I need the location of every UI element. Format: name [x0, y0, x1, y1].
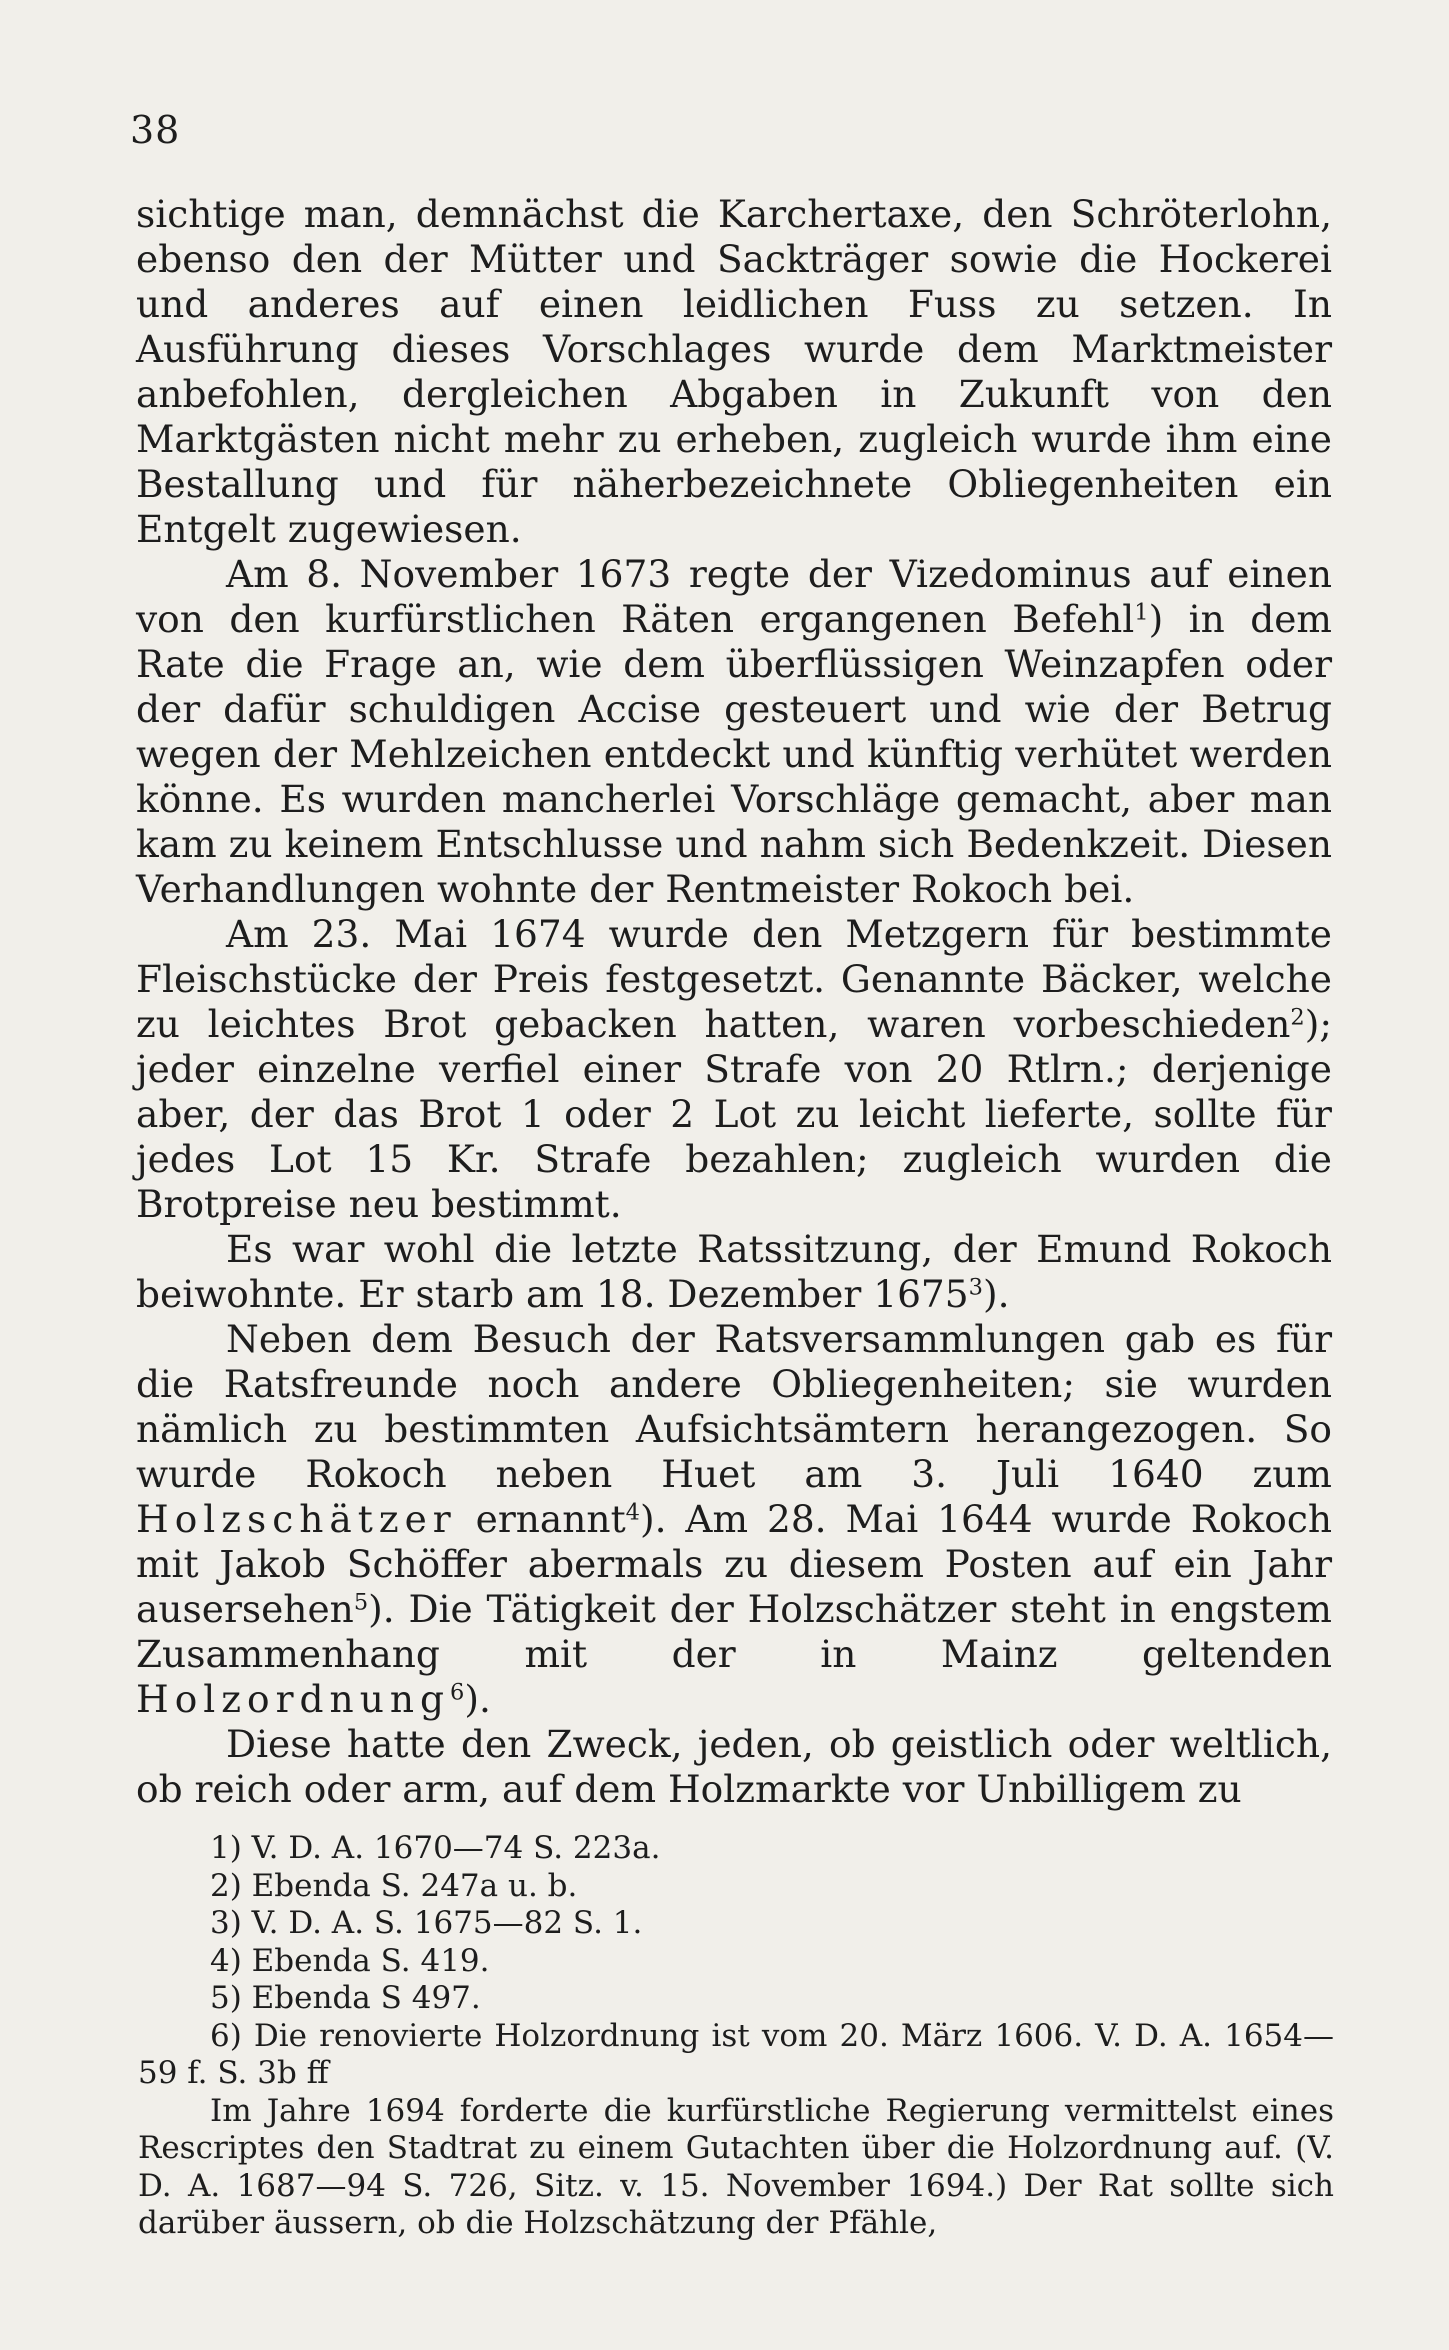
paragraph-5: Neben dem Besuch der Ratsversammlungen gab es für die Ratsfreunde noch andere Obliegenheiten; sie wurden nämlich zu bestimmten Aufsichtsämtern herangezogen. So wurde Rokoch neben Huet am 3. Juli 1640 zum Holzschätzer ernannt$^4$). Am 28. Mai 1644 wurde Rokoch mit Jakob Schöffer abermals zu diesem Posten auf ein Jahr ausersehen$^5$). Die Tätigkeit der Holzschätzer steht in engstem Zusammenhang mit der in Mainz geltenden Holzordnung$^6$).	[136, 1317, 1333, 1721]
paragraph-6: Diese hatte den Zweck, jeden, ob geistlich oder weltlich, ob reich oder arm, auf dem Holzmarkte vor Unbilligem zu	[136, 1722, 1332, 1811]
paragraph-1: sichtige man, demnächst die Karchertaxe, den Schröterlohn, ebenso den der Mütter und Sackträger sowie die Hockerei und anderes auf einen leidlichen Fuss zu setzen. In Ausführung dieses Vorschlages wurde dem Marktmeister anbefohlen, dergleichen Abgaben in Zukunft von den Marktgästen nicht mehr zu erheben, zugleich wurde ihm eine Bestallung und für näherbezeichnete Obliegenheiten ein Entgelt zugewiesen.	[136, 192, 1332, 551]
page-number: 38	[130, 108, 181, 152]
footnote-1: 1) V. D. A. 1670—74 S. 223a.	[210, 1830, 661, 1866]
paragraph-2: Am 8. November 1673 regte der Vizedominus auf einen von den kurfürstlichen Räten ergangenen Befehl$^1$) in dem Rate die Frage an, wie dem überflüssigen Weinzapfen oder der dafür schuldigen Accise gesteuert und wie der Betrug wegen der Mehlzeichen entdeckt und künftig verhütet werden könne. Es wurden mancherlei Vorschläge gemacht, aber man kam zu keinem Entschlusse und nahm sich Bedenkzeit. Diesen Verhandlungen wohnte der Rentmeister Rokoch bei.	[136, 552, 1332, 911]
spaced-term-holzschaetzer: Holzschätzer	[136, 1497, 457, 1541]
footnote-ref-6: 6	[450, 1679, 465, 1706]
footnote-ref-1: 1	[1134, 599, 1149, 626]
footnote-6: 6) Die renovierte Holzordnung ist vom 20. März 1606. V. D. A. 1654—59 f. S. 3b ff	[138, 2017, 1334, 2091]
footnote-ref-2: 2	[1290, 1004, 1305, 1031]
paragraph-3: Am 23. Mai 1674 wurde den Metzgern für bestimmte Fleischstücke der Preis festgesetzt. Genannte Bäcker, welche zu leichtes Brot gebacken hatten, waren vorbeschieden$^2$); jeder einzelne verfiel einer Strafe von 20 Rtlrn.; derjenige aber, der das Brot 1 oder 2 Lot zu leicht lieferte, sollte für jedes Lot 15 Kr. Strafe bezahlen; zugleich wurden die Brotpreise neu bestimmt.	[136, 912, 1332, 1226]
footnote-ref-3: 3	[968, 1274, 983, 1301]
spaced-term-holzordnung: Holzordnung	[136, 1677, 450, 1721]
footnote-ref-5: 5	[353, 1589, 369, 1616]
footnote-2: 2) Ebenda S. 247a u. b.	[210, 1867, 578, 1904]
footnotes	[138, 1830, 1334, 2243]
paragraph-4: Es war wohl die letzte Ratssitzung, der Emund Rokoch beiwohnte. Er starb am 18. Dezember 1675$^3$).	[136, 1227, 1332, 1316]
footnote-continuation: Im Jahre 1694 forderte die kurfürstliche Regierung vermittelst eines Rescriptes den Stadtrat zu einem Gutachten über die Holzordnung auf. (V. D. A. 1687—94 S. 726, Sitz. v. 15. November 1694.) Der Rat sollte sich darüber äussern, ob die Holzschätzung der Pfähle,	[138, 2092, 1334, 2241]
footnote-ref-4: 4	[625, 1499, 640, 1526]
footnote-3: 3) V. D. A. S. 1675—82 S. 1.	[210, 1905, 643, 1941]
footnote-4: 4) Ebenda S. 419.	[210, 1942, 490, 1979]
main-text	[136, 192, 1332, 1812]
footnote-5: 5) Ebenda S 497.	[210, 1980, 481, 2016]
